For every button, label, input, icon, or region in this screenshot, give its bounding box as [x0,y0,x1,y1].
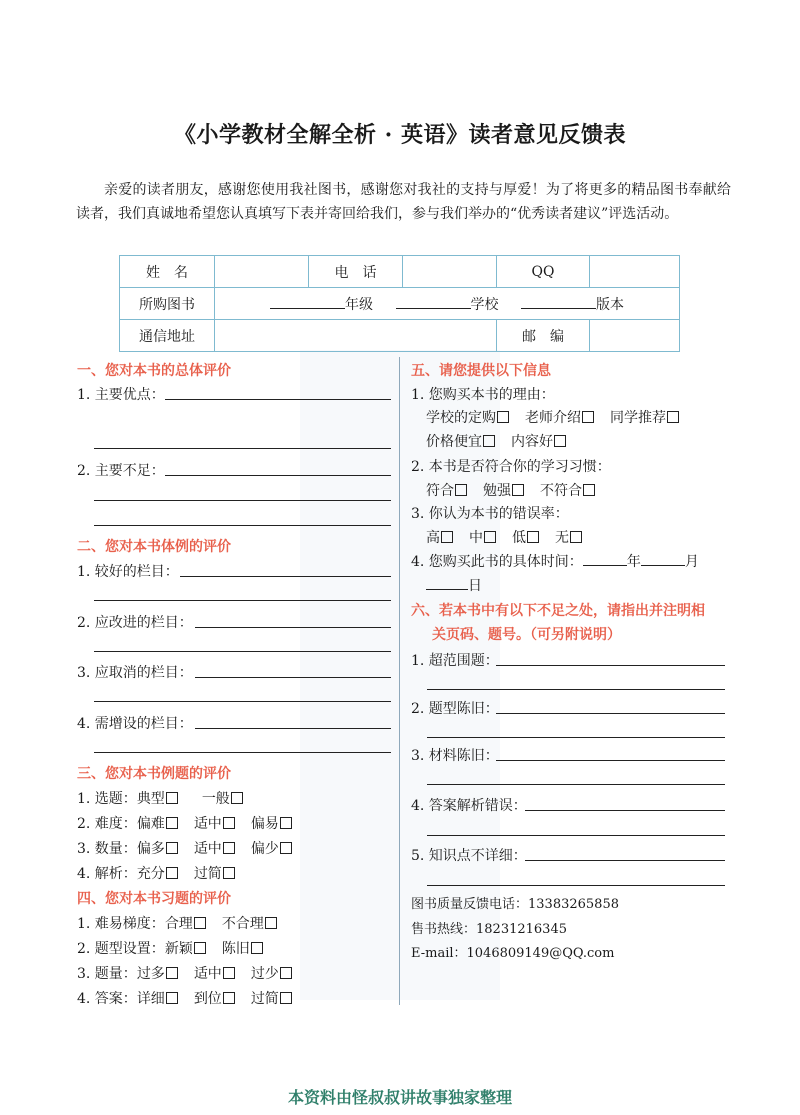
s2-q4-line-2[interactable] [94,752,391,753]
checkbox[interactable] [223,867,235,879]
column-divider [399,357,400,1005]
checkbox[interactable] [223,992,235,1004]
s4-q3 [77,963,294,983]
day-blank[interactable] [426,575,468,590]
checkbox[interactable] [280,967,292,979]
option-label: 无 [555,530,569,546]
checkbox[interactable] [667,411,679,423]
s6-q2-line[interactable] [496,713,725,714]
s6-q5-line[interactable] [525,860,725,861]
edition-blank[interactable] [521,294,596,309]
s3-q4 [77,863,237,883]
option-label: 低 [512,530,526,546]
s6-q5-label: 5. 知识点不详细： [411,848,527,864]
checkbox[interactable] [194,917,206,929]
s2-q1-line[interactable] [180,576,391,577]
s3-q1-label: 1. 选题： [77,791,137,807]
year-label: 年 [626,554,641,570]
sales-hotline: 售书热线：18231216345 [411,922,567,937]
s5-q2-options [426,480,597,500]
s4-q4 [77,988,294,1008]
option-label: 过多 [136,966,165,982]
address-label: 通信地址 [120,320,215,352]
name-field[interactable] [215,256,309,288]
option-label: 过简 [193,866,222,882]
s5-q1-options-a [426,407,681,427]
checkbox[interactable] [455,484,467,496]
s6-q1-label: 1. 超范围题： [411,653,499,669]
option-label: 高 [426,530,440,546]
book-label: 所购图书 [120,288,215,320]
s3-q4-label: 4. 解析： [77,866,137,882]
section-4-title: 四、您对本书习题的评价 [77,891,231,907]
s3-q2 [77,813,294,833]
grade-label: 年级 [345,296,374,313]
intro-paragraph: 亲爱的读者朋友，感谢您使用我社图书，感谢您对我社的支持与厚爱！为了将更多的精品图书奉献给读者，我们真诚地希望您认真填写下表并寄回给我们，参与我们举办的“优秀读者建议”评选活动。 [76,182,731,222]
checkbox[interactable] [166,792,178,804]
option-label: 适中 [193,966,222,982]
option-label: 偏易 [250,816,279,832]
s4-q1 [77,913,279,933]
option-label: 偏少 [250,841,279,857]
option-label: 老师介绍 [525,410,581,426]
edition-label: 版本 [595,296,624,313]
option-label: 新颖 [164,941,193,957]
s4-q2-label: 2. 题型设置： [77,941,165,957]
qq-field[interactable] [590,256,680,288]
day-label: 日 [468,578,482,594]
checkbox[interactable] [166,842,178,854]
s1-q2-line-2[interactable] [94,500,391,501]
year-blank[interactable] [583,551,627,566]
s3-q3 [77,838,294,858]
option-label: 典型 [136,791,165,807]
s6-q4-line[interactable] [525,810,725,811]
s6-q1-line[interactable] [496,665,725,666]
postcode-field[interactable] [590,320,680,352]
option-label: 过少 [250,966,279,982]
grade-blank[interactable] [270,294,345,309]
s6-q3-line[interactable] [496,760,725,761]
qq-label: QQ [497,256,590,288]
s5-q4-day [426,575,482,595]
checkbox[interactable] [583,484,595,496]
school-label: 学校 [470,296,499,313]
section-1-title: 一、您对本书的总体评价 [77,363,231,379]
s1-q2-line[interactable] [165,475,391,476]
s2-q1-line-2[interactable] [94,600,391,601]
s2-q4-line[interactable] [195,728,391,729]
book-field[interactable] [215,288,680,320]
checkbox[interactable] [223,842,235,854]
option-label: 学校的定购 [426,410,496,426]
s6-q3-line-2[interactable] [427,784,725,785]
option-label: 过简 [250,991,279,1007]
s6-q4-label: 4. 答案解析错误： [411,798,527,814]
checkbox[interactable] [280,992,292,1004]
s6-q2-label: 2. 题型陈旧： [411,701,499,717]
page-title: 《小学教材全解全析 · 英语》读者意见反馈表 [174,122,626,148]
section-6-title: 六、若本书中有以下不足之处，请指出并注明相 [411,603,705,619]
s2-q2-line-2[interactable] [94,651,391,652]
s4-q2 [77,938,265,958]
s2-q3-line[interactable] [195,677,391,678]
s6-q2-line-2[interactable] [427,737,725,738]
option-label: 价格便宜 [426,434,482,450]
checkbox[interactable] [441,531,453,543]
option-label: 合理 [164,916,193,932]
s1-q2-label: 2. 主要不足： [77,463,165,479]
month-label: 月 [684,554,699,570]
checkbox[interactable] [223,817,235,829]
checkbox[interactable] [166,817,178,829]
checkbox[interactable] [223,967,235,979]
s5-q2-label: 2. 本书是否符合你的学习习惯： [411,459,611,475]
s2-q3-line-2[interactable] [94,701,391,702]
checkbox[interactable] [280,817,292,829]
checkbox[interactable] [570,531,582,543]
option-label: 偏多 [136,841,165,857]
s5-q4 [411,551,699,571]
checkbox[interactable] [512,484,524,496]
s2-q2-line[interactable] [195,627,391,628]
s3-q1 [77,788,245,808]
address-field[interactable] [215,320,497,352]
s5-q4-label: 4. 您购买此书的具体时间： [411,554,583,570]
checkbox[interactable] [166,967,178,979]
s6-q5-line-2[interactable] [427,885,725,886]
option-label: 适中 [193,841,222,857]
checkbox[interactable] [527,531,539,543]
s4-q1-label: 1. 难易梯度： [77,916,165,932]
option-label: 同学推荐 [610,410,666,426]
month-blank[interactable] [641,551,685,566]
s2-q3-label: 3. 应取消的栏目： [77,665,193,681]
checkbox[interactable] [554,435,566,447]
s2-q4-label: 4. 需增设的栏目： [77,716,193,732]
option-label: 符合 [426,483,454,499]
phone-label: 电 话 [309,256,403,288]
option-label: 到位 [193,991,222,1007]
s4-q3-label: 3. 题量： [77,966,137,982]
checkbox[interactable] [166,992,178,1004]
s5-q3-label: 3. 你认为本书的错误率： [411,506,569,522]
section-6-title-cont: 关页码、题号。（可另附说明） [432,627,621,643]
postcode-label: 邮 编 [497,320,590,352]
s3-q2-label: 2. 难度： [77,816,137,832]
option-label: 不符合 [540,483,582,499]
option-label: 充分 [136,866,165,882]
feedback-phone: 图书质量反馈电话：13383265858 [411,897,619,912]
s2-q2-label: 2. 应改进的栏目： [77,615,193,631]
s1-q1-label: 1. 主要优点： [77,387,165,403]
school-blank[interactable] [396,294,471,309]
s5-q3-options [426,527,584,547]
s5-q1-label: 1. 您购买本书的理由： [411,387,555,403]
s6-q4-line-2[interactable] [427,835,725,836]
checkbox[interactable] [497,411,509,423]
option-label: 详细 [136,991,165,1007]
option-label: 中 [469,530,483,546]
footer-note: 本资料由怪叔叔讲故事独家整理 [287,1088,512,1107]
s5-q1-options-b [426,431,568,451]
s1-q2-line-3[interactable] [94,525,391,526]
checkbox[interactable] [582,411,594,423]
section-3-title: 三、您对本书例题的评价 [77,766,231,782]
phone-field[interactable] [403,256,497,288]
s2-q1-label: 1. 较好的栏目： [77,564,179,580]
option-label: 偏难 [136,816,165,832]
checkbox[interactable] [231,792,243,804]
s6-q3-label: 3. 材料陈旧： [411,748,499,764]
s4-q4-label: 4. 答案： [77,991,137,1007]
section-2-title: 二、您对本书体例的评价 [77,539,231,555]
checkbox[interactable] [251,942,263,954]
option-label: 勉强 [483,483,511,499]
checkbox[interactable] [484,531,496,543]
checkbox[interactable] [166,867,178,879]
reader-info-table [119,255,680,352]
checkbox[interactable] [483,435,495,447]
s1-q1-line-2[interactable] [94,448,391,449]
checkbox[interactable] [280,842,292,854]
s6-q1-line-2[interactable] [427,689,725,690]
s3-q3-label: 3. 数量： [77,841,137,857]
s1-q1-line[interactable] [165,399,391,400]
checkbox[interactable] [194,942,206,954]
option-label: 内容好 [511,434,553,450]
option-label: 陈旧 [221,941,250,957]
section-5-title: 五、请您提供以下信息 [411,363,551,379]
email-address[interactable]: E-mail：1046809149@QQ.com [411,946,615,961]
checkbox[interactable] [265,917,277,929]
option-label: 适中 [193,816,222,832]
option-label: 一般 [201,791,230,807]
option-label: 不合理 [221,916,264,932]
name-label: 姓 名 [120,256,215,288]
